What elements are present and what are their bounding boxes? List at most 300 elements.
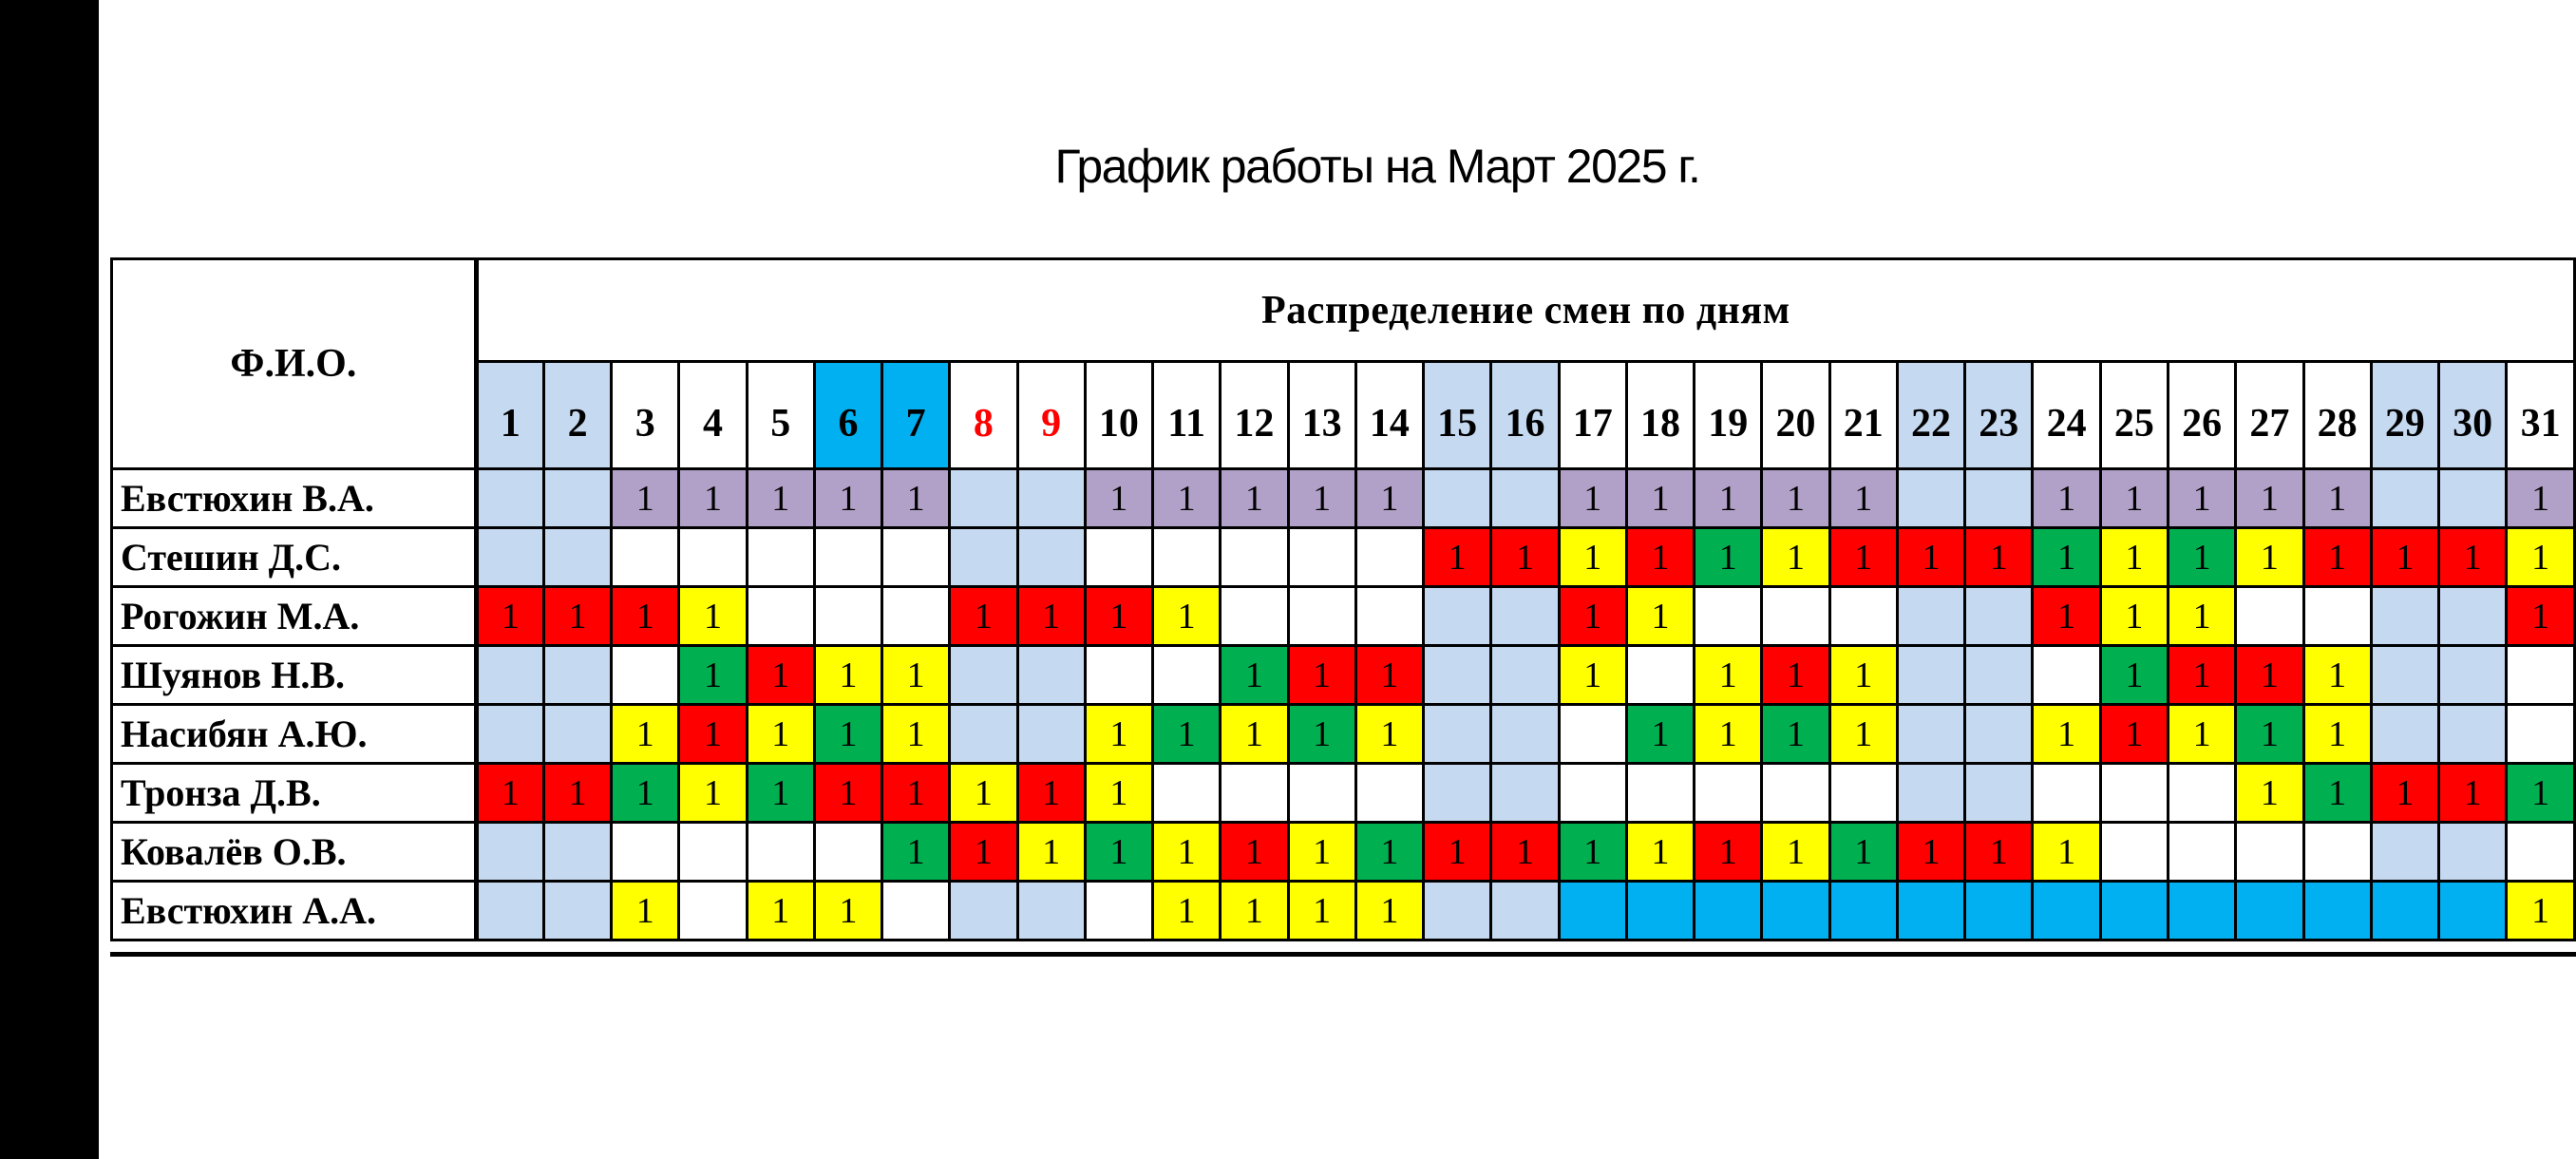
shift-cell: 1 [1559,469,1626,528]
shift-cell [679,882,747,940]
shift-cell [476,646,543,705]
shift-cell [1355,587,1423,646]
shift-cell: 1 [882,646,950,705]
shift-cell [1559,882,1626,940]
shift-cell: 1 [1491,528,1559,587]
shift-cell: 1 [2100,587,2168,646]
shift-cell: 1 [2507,587,2575,646]
shift-cell: 1 [2371,528,2438,587]
shift-cell [1491,646,1559,705]
shift-cell [2439,823,2507,882]
shift-cell [1017,528,1085,587]
shift-cell: 1 [1695,705,1762,764]
shift-cell: 1 [2507,528,2575,587]
shift-cell [1965,587,2033,646]
shift-cell: 1 [1829,823,1897,882]
shift-cell: 1 [814,882,881,940]
shift-cell [1424,469,1491,528]
day-header-12: 12 [1221,362,1288,469]
shift-cell: 1 [2236,646,2303,705]
shift-cell: 1 [1424,823,1491,882]
shift-cell: 1 [2168,469,2235,528]
shift-cell: 1 [814,705,881,764]
shift-cell: 1 [1762,528,1829,587]
shift-cell [950,528,1017,587]
shift-cell [1424,646,1491,705]
employee-name: Шуянов Н.В. [112,646,477,705]
shift-cell: 1 [1221,823,1288,882]
shift-cell [476,528,543,587]
shift-cell [1152,646,1220,705]
shift-cell [1965,705,2033,764]
employee-row [112,469,2575,528]
shift-cell: 1 [1085,587,1152,646]
shift-cell [2439,469,2507,528]
shift-cell [1085,882,1152,940]
shift-cell: 1 [1017,764,1085,823]
shift-cell [543,882,611,940]
shift-cell: 1 [2100,469,2168,528]
shift-cell [612,528,679,587]
shift-cell [1695,587,1762,646]
shift-cell [882,587,950,646]
shift-cell [1355,528,1423,587]
shift-cell [2100,882,2168,940]
shift-cell: 1 [882,823,950,882]
shift-cell: 1 [1762,646,1829,705]
shift-cell: 1 [2303,705,2371,764]
shift-cell: 1 [1829,469,1897,528]
day-header-1: 1 [476,362,543,469]
shift-cell [1017,705,1085,764]
day-header-15: 15 [1424,362,1491,469]
shift-cell [1085,528,1152,587]
shift-cell [2236,823,2303,882]
shift-cell: 1 [1829,528,1897,587]
shift-cell: 1 [2033,705,2100,764]
day-header-8: 8 [950,362,1017,469]
shift-cell [1897,469,1964,528]
shift-cell [2168,823,2235,882]
day-header-4: 4 [679,362,747,469]
shift-cell: 1 [1829,705,1897,764]
shift-cell [2507,646,2575,705]
shift-cell: 1 [2303,646,2371,705]
shift-cell [1491,705,1559,764]
employee-row [112,705,2575,764]
employee-row [112,646,2575,705]
shift-cell [950,705,1017,764]
shift-cell [2100,823,2168,882]
day-header-25: 25 [2100,362,2168,469]
shift-cell [1085,646,1152,705]
shift-cell: 1 [1626,705,1694,764]
shift-cell: 1 [2033,528,2100,587]
shift-cell: 1 [1355,705,1423,764]
shift-cell [1288,764,1355,823]
shift-cell [950,646,1017,705]
shift-cell: 1 [2033,823,2100,882]
shift-cell [747,528,814,587]
day-header-10: 10 [1085,362,1152,469]
shift-cell [2371,469,2438,528]
shift-cell: 1 [2168,587,2235,646]
employee-row [112,823,2575,882]
shift-cell: 1 [679,646,747,705]
shift-cell: 1 [1965,823,2033,882]
shift-cell: 1 [1626,528,1694,587]
shift-cell: 1 [1965,528,2033,587]
shift-cell [1017,646,1085,705]
shift-cell: 1 [747,882,814,940]
shift-cell: 1 [1288,469,1355,528]
shift-cell: 1 [2507,882,2575,940]
shift-cell: 1 [882,469,950,528]
employee-row [112,587,2575,646]
shift-cell: 1 [679,587,747,646]
shift-cell [1897,646,1964,705]
shift-cell: 1 [612,882,679,940]
shift-cell: 1 [2100,528,2168,587]
shift-cell: 1 [950,764,1017,823]
shift-cell: 1 [1559,823,1626,882]
page-title: График работы на Март 2025 г. [1054,140,1700,193]
shift-cell: 1 [2439,528,2507,587]
shift-cell [679,823,747,882]
left-black-bar [0,0,99,1159]
shift-cell: 1 [612,705,679,764]
shift-cell: 1 [612,587,679,646]
day-header-28: 28 [2303,362,2371,469]
shift-cell [1491,764,1559,823]
shift-cell [2439,882,2507,940]
shift-cell [2439,705,2507,764]
shift-cell [1965,882,2033,940]
shift-cell [1491,587,1559,646]
shift-cell: 1 [2100,646,2168,705]
shift-cell [950,469,1017,528]
shift-cell: 1 [1085,823,1152,882]
name-column-header: Ф.И.О. [112,259,477,469]
shift-cell [1829,587,1897,646]
shift-cell: 1 [679,705,747,764]
shift-cell: 1 [747,705,814,764]
shift-cell: 1 [2507,469,2575,528]
employee-name: Рогожин М.А. [112,587,477,646]
shift-cell [2507,823,2575,882]
shift-cell [2507,705,2575,764]
day-header-27: 27 [2236,362,2303,469]
day-header-5: 5 [747,362,814,469]
days-header-row [112,362,2575,469]
shift-cell: 1 [1017,823,1085,882]
day-header-9: 9 [1017,362,1085,469]
day-header-6: 6 [814,362,881,469]
shift-cell [814,823,881,882]
shift-cell [1491,469,1559,528]
shift-cell: 1 [1897,823,1964,882]
shift-cell: 1 [1085,705,1152,764]
employee-name: Тронза Д.В. [112,764,477,823]
shift-cell: 1 [950,587,1017,646]
shift-cell [2439,646,2507,705]
shift-cell [2033,646,2100,705]
shift-cell [2236,882,2303,940]
shift-cell: 1 [1695,646,1762,705]
shift-cell: 1 [1695,469,1762,528]
shift-cell: 1 [2168,528,2235,587]
employee-name: Насибян А.Ю. [112,705,477,764]
shift-cell: 1 [612,469,679,528]
shift-cell [1965,646,2033,705]
shift-cell [543,528,611,587]
shift-cell: 1 [1085,469,1152,528]
shift-cell: 1 [2236,528,2303,587]
shift-cell: 1 [1288,882,1355,940]
employee-name: Ковалёв О.В. [112,823,477,882]
shift-cell [1829,882,1897,940]
shift-cell: 1 [1626,469,1694,528]
shift-cell: 1 [1626,587,1694,646]
shift-cell: 1 [1085,764,1152,823]
day-header-30: 30 [2439,362,2507,469]
shift-cell [1017,882,1085,940]
shift-cell: 1 [814,646,881,705]
shift-cell [543,705,611,764]
shift-cell [1221,587,1288,646]
day-header-17: 17 [1559,362,1626,469]
shift-cell: 1 [1559,528,1626,587]
shift-cell [543,469,611,528]
shift-cell [2303,587,2371,646]
shift-cell [1355,764,1423,823]
shift-cell [476,823,543,882]
day-header-22: 22 [1897,362,1964,469]
employee-row [112,528,2575,587]
shift-cell: 1 [2507,764,2575,823]
shift-cell [612,823,679,882]
shift-cell [2439,587,2507,646]
shift-cell [1559,705,1626,764]
shift-cell [1491,882,1559,940]
shift-cell [476,882,543,940]
shift-cell: 1 [1626,823,1694,882]
shift-cell: 1 [882,705,950,764]
day-header-31: 31 [2507,362,2575,469]
day-header-23: 23 [1965,362,2033,469]
shift-cell [1626,764,1694,823]
shift-cell [1288,528,1355,587]
shift-cell [882,882,950,940]
shift-cell [2371,823,2438,882]
shift-cell [2371,587,2438,646]
shift-cell: 1 [1221,646,1288,705]
shift-cell [1152,764,1220,823]
shift-cell: 1 [2303,528,2371,587]
shift-cell: 1 [2371,764,2438,823]
shift-cell: 1 [2236,705,2303,764]
shift-cell [1897,764,1964,823]
day-header-19: 19 [1695,362,1762,469]
shift-cell: 1 [747,469,814,528]
shift-cell [679,528,747,587]
shift-cell [1424,587,1491,646]
shift-cell: 1 [1829,646,1897,705]
day-header-26: 26 [2168,362,2235,469]
shift-cell: 1 [1762,469,1829,528]
shift-cell [612,646,679,705]
shift-cell: 1 [1355,882,1423,940]
shift-cell: 1 [814,469,881,528]
shift-cell: 1 [2168,646,2235,705]
shift-cell: 1 [747,646,814,705]
shift-cell [2371,705,2438,764]
shift-cell [1762,882,1829,940]
shift-cell: 1 [1152,823,1220,882]
shift-cell: 1 [2033,469,2100,528]
shift-cell [1152,528,1220,587]
shift-cell [1626,882,1694,940]
shift-cell: 1 [543,764,611,823]
shift-cell [2371,646,2438,705]
shift-cell [1424,705,1491,764]
shift-cell [2371,882,2438,940]
day-header-18: 18 [1626,362,1694,469]
shift-cell [543,646,611,705]
employee-name: Стешин Д.С. [112,528,477,587]
shift-cell: 1 [679,469,747,528]
shift-cell [1288,587,1355,646]
shift-cell: 1 [1221,469,1288,528]
shift-cell: 1 [543,587,611,646]
employee-name: Евстюхин А.А. [112,882,477,940]
shift-cell: 1 [2236,764,2303,823]
shift-cell [1762,587,1829,646]
shift-cell: 1 [476,764,543,823]
header-row [112,259,2575,362]
employee-row [112,882,2575,940]
shift-cell [1829,764,1897,823]
shift-cell: 1 [882,764,950,823]
day-header-2: 2 [543,362,611,469]
shift-cell [1626,646,1694,705]
shift-cell: 1 [2303,764,2371,823]
day-header-7: 7 [882,362,950,469]
shift-cell [1695,882,1762,940]
shift-cell [2168,882,2235,940]
shift-cell: 1 [1355,823,1423,882]
shift-cell [476,705,543,764]
shift-cell: 1 [1288,646,1355,705]
shift-cell [1897,882,1964,940]
day-header-11: 11 [1152,362,1220,469]
shift-cell: 1 [476,587,543,646]
shift-cell: 1 [1221,882,1288,940]
shift-cell [2303,882,2371,940]
shift-cell [2236,587,2303,646]
shift-cell: 1 [1897,528,1964,587]
shift-cell: 1 [950,823,1017,882]
day-header-3: 3 [612,362,679,469]
shift-cell [1221,528,1288,587]
shift-cell: 1 [747,764,814,823]
day-header-13: 13 [1288,362,1355,469]
shift-cell: 1 [1288,823,1355,882]
shift-cell [747,587,814,646]
shift-cell: 1 [612,764,679,823]
shift-cell: 1 [1288,705,1355,764]
shift-cell: 1 [1559,646,1626,705]
shift-cell: 1 [1221,705,1288,764]
shift-cell [1017,469,1085,528]
shift-cell: 1 [2100,705,2168,764]
shift-cell: 1 [1762,823,1829,882]
shift-cell: 1 [1152,882,1220,940]
shift-cell [476,469,543,528]
shift-cell [1897,587,1964,646]
shift-cell: 1 [1355,469,1423,528]
shift-cell: 1 [2303,469,2371,528]
day-header-14: 14 [1355,362,1423,469]
shift-cell: 1 [2236,469,2303,528]
shift-cell: 1 [1695,823,1762,882]
shift-cell: 1 [2439,764,2507,823]
shift-cell [2033,764,2100,823]
shift-cell: 1 [1017,587,1085,646]
distribution-header: Распределение смен по дням [476,259,2574,362]
shift-cell [1559,764,1626,823]
shift-cell [882,528,950,587]
shift-cell: 1 [814,764,881,823]
employee-row [112,764,2575,823]
shift-cell: 1 [1152,587,1220,646]
employee-name: Евстюхин В.А. [112,469,477,528]
day-header-20: 20 [1762,362,1829,469]
shift-cell: 1 [1762,705,1829,764]
shift-cell [814,528,881,587]
shift-cell [1695,764,1762,823]
shift-cell: 1 [1491,823,1559,882]
shift-cell [1221,764,1288,823]
shift-cell [2303,823,2371,882]
shift-cell [1897,705,1964,764]
day-header-21: 21 [1829,362,1897,469]
shift-cell [2168,764,2235,823]
shift-cell: 1 [1559,587,1626,646]
schedule-table [110,257,2576,941]
shift-cell: 1 [1152,705,1220,764]
shift-cell: 1 [2033,587,2100,646]
shift-cell [2100,764,2168,823]
shift-cell: 1 [679,764,747,823]
shift-cell: 1 [2168,705,2235,764]
shift-cell: 1 [1355,646,1423,705]
shift-cell [1965,764,2033,823]
shift-cell [950,882,1017,940]
shift-cell: 1 [1152,469,1220,528]
shift-cell: 1 [1695,528,1762,587]
shift-cell [1424,882,1491,940]
shift-cell [814,587,881,646]
shift-cell [1424,764,1491,823]
shift-cell [543,823,611,882]
table-bottom-border [110,952,2576,957]
day-header-29: 29 [2371,362,2438,469]
day-header-24: 24 [2033,362,2100,469]
day-header-16: 16 [1491,362,1559,469]
shift-cell [1762,764,1829,823]
shift-cell: 1 [1424,528,1491,587]
